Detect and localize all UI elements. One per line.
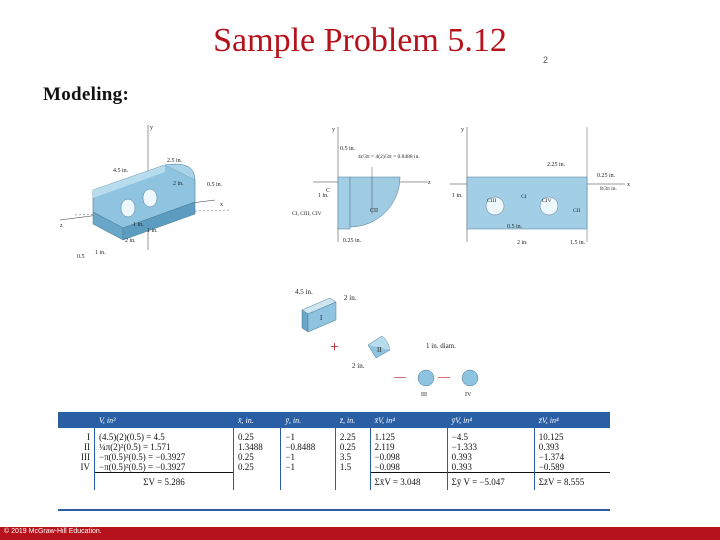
centroid-table [58, 412, 610, 490]
row-part: II [84, 442, 90, 452]
row-x: 0.25 [234, 428, 281, 442]
sum-yv: Σȳ V = −5.047 [447, 473, 534, 491]
header-part [58, 412, 95, 428]
table-header-row [58, 412, 610, 428]
front-c-iii: CIII [487, 198, 497, 204]
row-zv: −1.374 [534, 452, 610, 462]
row-zv: 10.125 [534, 428, 610, 442]
sum-blank [58, 473, 95, 491]
iso-dim-2b: 2 in. [125, 238, 136, 244]
part-label-iii: III [421, 392, 427, 398]
table-row [58, 462, 610, 473]
iso-axis-z: z [60, 223, 63, 229]
iso-dim-2: 2 in. [173, 181, 184, 187]
front-dim-2-25: 2.25 in. [547, 162, 566, 168]
row-z: 2.25 [335, 428, 370, 442]
parts-decomposition-figure [290, 280, 500, 400]
iso-dim-1b: 1 in. [147, 228, 158, 234]
front-dim-1-5: 1.5 in. [570, 240, 586, 246]
table-row [58, 442, 610, 452]
sum-blank-x [234, 473, 281, 491]
table-row [58, 452, 610, 462]
header-yv: ȳV, in⁴ [447, 412, 534, 428]
sum-blank-z [335, 473, 370, 491]
plus-sign: + [330, 339, 340, 356]
header-zv: z̄V, in⁴ [534, 412, 610, 428]
table-sum-row [58, 473, 610, 491]
side-dim-1: 1 in. [318, 193, 329, 199]
part-dim-2: 2 in. [344, 294, 357, 302]
row-volume: ¼π(2)²(0.5) = 1.571 [95, 442, 234, 452]
hole-diameter: 1 in. diam. [426, 342, 456, 350]
row-z: 0.25 [335, 442, 370, 452]
row-xv: −0.098 [370, 452, 447, 462]
row-yv: −1.333 [447, 442, 534, 452]
row-part: I [87, 432, 90, 442]
header-xv: x̄V, in⁴ [370, 412, 447, 428]
minus-sign-1: — [394, 369, 406, 383]
side-axis-y: y [332, 127, 335, 133]
row-volume: −π(0.5)²(0.5) = −0.3927 [95, 462, 234, 473]
side-dim-0-5: 0.5 in. [340, 146, 356, 152]
side-label-cii: CII [370, 208, 378, 214]
front-axis-y: y [461, 127, 464, 133]
row-y: −1 [281, 428, 336, 442]
slide-title: Sample Problem 5.12 [213, 22, 507, 59]
header-y: ȳ, in. [281, 412, 336, 428]
row-yv: −4.5 [447, 428, 534, 442]
row-zv: −0.589 [534, 462, 610, 473]
iso-dim-1c: 1 in. [95, 250, 106, 256]
sum-xv: Σx̄V = 3.048 [370, 473, 447, 491]
copyright-text: © 2019 McGraw-Hill Education. [4, 528, 102, 535]
row-zv: 0.393 [534, 442, 610, 452]
iso-axis-y: y [150, 125, 153, 131]
front-c-i: CI [521, 194, 527, 200]
front-dim-2: 2 in. [517, 240, 528, 246]
iso-dim-2-5: 2.5 in. [167, 158, 183, 164]
iso-dim-0-5: 0.5 in. [207, 182, 223, 188]
side-dim-0-25: 0.25 in. [343, 238, 362, 244]
side-axis-z: z [428, 180, 431, 186]
row-volume: (4.5)(2)(0.5) = 4.5 [95, 428, 234, 442]
row-volume: −π(0.5)²(0.5) = −0.3927 [95, 452, 234, 462]
row-x: 1.3488 [234, 442, 281, 452]
sum-blank-y [281, 473, 336, 491]
front-dim-0-25: 0.25 in. [597, 173, 616, 179]
iso-dim-1a: 1 in. [133, 222, 144, 228]
slide-number: 2 [543, 55, 549, 65]
row-yv: 0.393 [447, 462, 534, 473]
side-label-cs: CI, CIII, CIV [292, 211, 322, 217]
iso-dim-4-5: 4.5 in. [113, 168, 129, 174]
front-view-figure [445, 122, 635, 247]
row-part: IV [80, 462, 90, 473]
front-dim-0-5: 0.5 in. [507, 224, 523, 230]
isometric-bracket-figure [55, 120, 240, 265]
row-xv: 2.119 [370, 442, 447, 452]
row-y: −0.8488 [281, 442, 336, 452]
footer-bar [0, 527, 720, 540]
side-view-figure [288, 122, 448, 247]
iso-axis-x: x [220, 202, 223, 208]
part-dim-2b: 2 in. [352, 362, 365, 370]
table-row [58, 428, 610, 442]
part-dim-4-5: 4.5 in. [295, 288, 313, 296]
front-dim-1: 1 in. [452, 193, 463, 199]
front-axis-x: x [627, 182, 630, 188]
side-formula: 4r/3π = 4(2)/3π = 0.8488 in. [358, 154, 420, 160]
iso-dim-0-5b: 0.5 [77, 254, 85, 260]
row-z: 1.5 [335, 462, 370, 473]
row-xv: −0.098 [370, 462, 447, 473]
front-c-ii: CII [573, 208, 581, 214]
header-volume: V, in³ [95, 412, 234, 428]
front-c-iv: CIV [542, 198, 552, 204]
row-x: 0.25 [234, 462, 281, 473]
row-part: III [81, 452, 90, 462]
front-frac: 8/3π in. [600, 186, 617, 192]
section-heading: Modeling: [43, 84, 130, 105]
row-y: −1 [281, 462, 336, 473]
row-yv: 0.393 [447, 452, 534, 462]
header-z: z̄, in. [335, 412, 370, 428]
sum-zv: Σz̄V = 8.555 [534, 473, 610, 491]
table-bottom-rule [58, 509, 610, 511]
minus-sign-2: — [438, 369, 450, 383]
row-x: 0.25 [234, 452, 281, 462]
row-z: 3.5 [335, 452, 370, 462]
part-label-ii: II [377, 346, 382, 354]
row-xv: 1.125 [370, 428, 447, 442]
header-x: x̄, in. [234, 412, 281, 428]
row-y: −1 [281, 452, 336, 462]
sum-volume: ΣV = 5.286 [95, 473, 234, 491]
part-label-iv: IV [465, 392, 472, 398]
part-label-i: I [320, 314, 323, 322]
side-label-c: C [326, 188, 331, 194]
